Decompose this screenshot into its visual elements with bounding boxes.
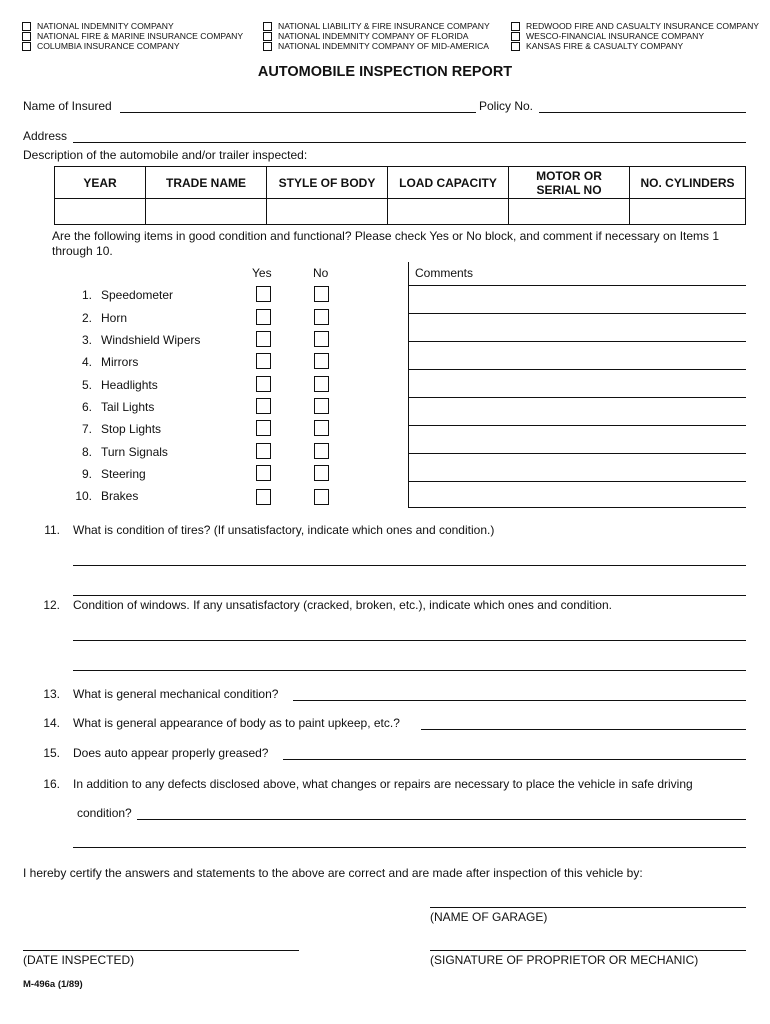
company-name: COLUMBIA INSURANCE COMPANY xyxy=(37,41,180,51)
answer-line[interactable] xyxy=(137,819,746,820)
answer-line[interactable] xyxy=(73,565,746,566)
item-number: 10. xyxy=(75,489,92,503)
column-header-label: LOAD CAPACITY xyxy=(399,175,497,190)
company-checkbox[interactable] xyxy=(22,22,31,31)
comments-column-label: Comments xyxy=(415,266,474,280)
question-text: What is general mechanical condition? xyxy=(73,687,279,701)
item-label: Horn xyxy=(101,311,128,325)
no-checkbox[interactable] xyxy=(314,420,329,436)
item-label: Stop Lights xyxy=(101,422,162,436)
answer-line[interactable] xyxy=(73,640,746,641)
column-header-label: MOTOR OR SERIAL NO xyxy=(536,168,602,197)
company-name: NATIONAL LIABILITY & FIRE INSURANCE COMPANY xyxy=(278,21,490,31)
column-header: STYLE OF BODY xyxy=(267,167,388,199)
no-checkbox[interactable] xyxy=(314,443,329,459)
company-checkbox[interactable] xyxy=(511,32,520,41)
comment-line[interactable] xyxy=(408,341,746,342)
question-text: Condition of windows. If any unsatisfactory (cracked, broken, etc.), indicate which ones and condition. xyxy=(73,598,612,612)
comment-line[interactable] xyxy=(408,453,746,454)
item-number: 4. xyxy=(81,355,92,369)
company-checkbox[interactable] xyxy=(263,42,272,51)
no-checkbox[interactable] xyxy=(314,376,329,392)
date-inspected-label: (DATE INSPECTED) xyxy=(23,953,135,967)
yes-checkbox[interactable] xyxy=(256,420,271,436)
item-number: 8. xyxy=(81,445,92,459)
comment-line[interactable] xyxy=(408,481,746,482)
question-text: In addition to any defects disclosed above, what changes or repairs are necessary to place the vehicle in safe driving xyxy=(73,777,693,791)
vehicle-table-header xyxy=(55,167,746,199)
style-of-body-cell[interactable] xyxy=(267,199,388,225)
policy-no-field[interactable] xyxy=(539,112,746,113)
load-capacity-cell[interactable] xyxy=(388,199,509,225)
company-checkbox[interactable] xyxy=(511,22,520,31)
yes-checkbox[interactable] xyxy=(256,376,271,392)
policy-no-label: Policy No. xyxy=(479,99,534,113)
column-header xyxy=(509,167,630,199)
question-number: 12. xyxy=(43,598,60,612)
serial-no-cell[interactable] xyxy=(509,199,630,225)
item-label: Brakes xyxy=(101,489,139,503)
company-name: WESCO-FINANCIAL INSURANCE COMPANY xyxy=(526,31,705,41)
address-field[interactable] xyxy=(73,142,746,143)
trade-name-cell[interactable] xyxy=(146,199,267,225)
no-column-label: No xyxy=(313,266,329,280)
checklist-intro: Are the following items in good condition and functional? Please check Yes or No block, and comment if necessary on Items 1 through 10. xyxy=(52,229,720,258)
item-number: 7. xyxy=(81,422,92,436)
vehicle-table xyxy=(54,166,746,225)
item-label: Tail Lights xyxy=(101,400,155,414)
name-of-insured-label: Name of Insured xyxy=(23,99,112,113)
column-header xyxy=(388,167,509,199)
no-checkbox[interactable] xyxy=(314,309,329,325)
comments-divider xyxy=(408,262,409,508)
answer-line[interactable] xyxy=(73,670,746,671)
yes-checkbox[interactable] xyxy=(256,443,271,459)
question-number: 13. xyxy=(43,687,60,701)
garage-name-label: (NAME OF GARAGE) xyxy=(430,910,548,924)
item-label: Steering xyxy=(101,467,146,481)
question-number: 11. xyxy=(44,523,60,537)
comment-line[interactable] xyxy=(408,507,746,508)
item-number: 1. xyxy=(81,288,92,302)
yes-checkbox[interactable] xyxy=(256,286,271,302)
cylinders-cell[interactable] xyxy=(630,199,746,225)
date-inspected-field[interactable] xyxy=(23,950,299,951)
question-text: Does auto appear properly greased? xyxy=(73,746,269,760)
company-name: NATIONAL INDEMNITY COMPANY OF MID-AMERICA xyxy=(278,41,490,51)
item-number: 6. xyxy=(81,400,92,414)
company-name: KANSAS FIRE & CASUALTY COMPANY xyxy=(526,41,684,51)
answer-line[interactable] xyxy=(421,729,746,730)
year-cell[interactable] xyxy=(55,199,146,225)
company-checkbox[interactable] xyxy=(511,42,520,51)
comment-line[interactable] xyxy=(408,425,746,426)
answer-line[interactable] xyxy=(293,700,746,701)
answer-line[interactable] xyxy=(73,595,746,596)
no-checkbox[interactable] xyxy=(314,331,329,347)
item-label: Speedometer xyxy=(101,288,174,302)
company-checkbox[interactable] xyxy=(263,22,272,31)
answer-line[interactable] xyxy=(283,759,746,760)
item-label: Mirrors xyxy=(101,355,139,369)
address-label: Address xyxy=(23,129,68,143)
no-checkbox[interactable] xyxy=(314,398,329,414)
answer-line[interactable] xyxy=(73,847,746,848)
item-number: 9. xyxy=(81,467,92,481)
comment-line[interactable] xyxy=(408,285,746,286)
item-number: 2. xyxy=(81,311,92,325)
comment-line[interactable] xyxy=(408,369,746,370)
column-header: NO. CYLINDERS xyxy=(630,167,746,199)
item-label: Headlights xyxy=(101,378,158,392)
item-number: 3. xyxy=(81,333,92,347)
question-text: What is condition of tires? (If unsatisfactory, indicate which ones and condition.) xyxy=(73,523,495,537)
question-number: 16. xyxy=(43,777,60,791)
vehicle-table-row xyxy=(55,199,746,225)
question-number: 14. xyxy=(43,716,60,730)
signature-label: (SIGNATURE OF PROPRIETOR OR MECHANIC) xyxy=(430,953,699,967)
signature-field[interactable] xyxy=(430,950,746,951)
no-checkbox[interactable] xyxy=(314,286,329,302)
company-name: NATIONAL INDEMNITY COMPANY xyxy=(37,21,174,31)
page-title: AUTOMOBILE INSPECTION REPORT xyxy=(257,64,513,80)
company-checkbox[interactable] xyxy=(22,32,31,41)
item-label: Windshield Wipers xyxy=(101,333,201,347)
yes-checkbox[interactable] xyxy=(256,465,271,481)
no-checkbox[interactable] xyxy=(314,465,329,481)
column-header: TRADE NAME xyxy=(146,167,267,199)
certification-text: I hereby certify the answers and statements to the above are correct and are made after inspection of this vehicle by: xyxy=(23,866,643,880)
company-name: NATIONAL FIRE & MARINE INSURANCE COMPANY xyxy=(37,31,244,41)
item-number: 5. xyxy=(81,378,92,392)
question-text: What is general appearance of body as to paint upkeep, etc.? xyxy=(73,716,400,730)
no-checkbox[interactable] xyxy=(314,353,329,369)
comment-line[interactable] xyxy=(408,313,746,314)
yes-column-label: Yes xyxy=(252,266,272,280)
yes-checkbox[interactable] xyxy=(256,353,271,369)
garage-name-field[interactable] xyxy=(430,907,746,908)
company-checkbox[interactable] xyxy=(22,42,31,51)
no-checkbox[interactable] xyxy=(314,489,329,505)
question-text-continued: condition? xyxy=(77,806,132,820)
name-of-insured-field[interactable] xyxy=(120,112,476,113)
yes-checkbox[interactable] xyxy=(256,489,271,505)
company-checkbox[interactable] xyxy=(263,32,272,41)
item-label: Turn Signals xyxy=(101,445,168,459)
company-name: NATIONAL INDEMNITY COMPANY OF FLORIDA xyxy=(278,31,469,41)
comment-line[interactable] xyxy=(408,397,746,398)
yes-checkbox[interactable] xyxy=(256,331,271,347)
yes-checkbox[interactable] xyxy=(256,309,271,325)
form-id: M-496a (1/89) xyxy=(23,979,83,990)
company-name: REDWOOD FIRE AND CASUALTY INSURANCE COMPANY xyxy=(526,21,760,31)
description-label: Description of the automobile and/or trailer inspected: xyxy=(23,148,308,162)
yes-checkbox[interactable] xyxy=(256,398,271,414)
question-number: 15. xyxy=(43,746,60,760)
column-header: YEAR xyxy=(55,167,146,199)
